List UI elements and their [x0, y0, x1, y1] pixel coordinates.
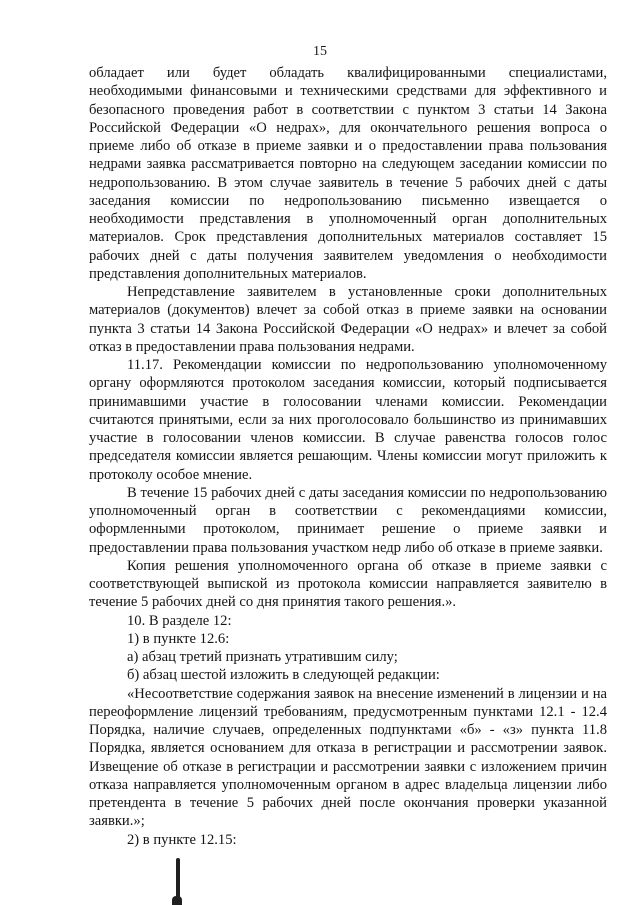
paragraph-new-wording: «Несоответствие содержания заявок на внесение изменений в лицензии и на переоформление лицензий требованиям, предусмотренным пунктами 12.1 - 12.4 Порядка, наличие случаев, определенных подпунктами «б» - «з» пункта 11.8 Порядка, является основанием для отказа в регистрации и рассмотрении заявок. Извещение об отказе в регистрации и рассмотрении заявки с изложением причин отказа направляется уполномоченным органом в адрес владельца лицензии либо претендента в течение 5 рабочих дней после окончания проверки указанной заявки.»; — [89, 685, 607, 830]
paragraph-item-12-15: 2) в пункте 12.15: — [127, 831, 237, 848]
document-body — [89, 64, 607, 849]
paragraph-section-12: 10. В разделе 12: — [127, 612, 232, 629]
paragraph-subitem-a: а) абзац третий признать утратившим силу; — [127, 649, 398, 665]
paragraph-decision-term: В течение 15 рабочих дней с даты заседания комиссии по недропользованию уполномоченный орган в соответствии с рекомендациями комиссии, оформленными протоколом, принимает решение о приеме заявки и предоставлении права пользования участком недр либо об отказе в приеме заявки. — [89, 484, 607, 556]
paragraph-nonsubmission: Непредставление заявителем в установленные сроки дополнительных материалов (документов) влечет за собой отказ в приеме заявки на основании пункта 3 статьи 14 Закона Российской Федерации «О недрах» и влечет за собой отказ в предоставлении права пользования недрами. — [89, 284, 607, 355]
paragraph-item-12-6: 1) в пункте 12.6: — [127, 630, 230, 647]
paragraph-continuation: обладает или будет обладать квалифицированными специалистами, необходимыми финансовыми и техническими средствами для эффективного и безопасного проведения работ в соответствии с пунктом 3 статьи 14 Закона Российской Федерации «О недрах», для окончательного решения вопроса о приеме либо об отказе в приеме заявки и о предоставлении права пользования недрами заявка рассматривается повторно на следующем заседании комиссии по недропользованию. В этом случае заявитель в течение 5 рабочих дней с даты заседания комиссии по недропользованию письменно извещается о необходимости представления в уполномоченный орган дополнительных материалов. Срок представления дополнительных материалов составляет 15 рабочих дней с даты получения заявителем уведомления о необходимости представления дополнительных материалов. — [89, 65, 607, 282]
paragraph-refusal-copy: Копия решения уполномоченного органа об отказе в приеме заявки с соответствующей выпиской из протокола комиссии направляется заявителю в течение 5 рабочих дней со дня принятия такого решения.». — [89, 557, 607, 611]
page-number: 15 — [313, 44, 327, 59]
paragraph-11-17: 11.17. Рекомендации комиссии по недропользованию уполномоченному органу оформляются протоколом заседания комиссии, который подписывается принимавшими участие в голосовании членами комиссии. Рекомендации считаются принятыми, если за них проголосовало большинство из принимавших участие в голосовании членов комиссии. В случае равенства голосов голос председателя комиссии является решающим. Члены комиссии могут приложить к протоколу особое мнение. — [89, 357, 607, 483]
signature-stroke-base — [172, 896, 182, 905]
paragraph-subitem-b: б) абзац шестой изложить в следующей редакции: — [127, 667, 440, 684]
